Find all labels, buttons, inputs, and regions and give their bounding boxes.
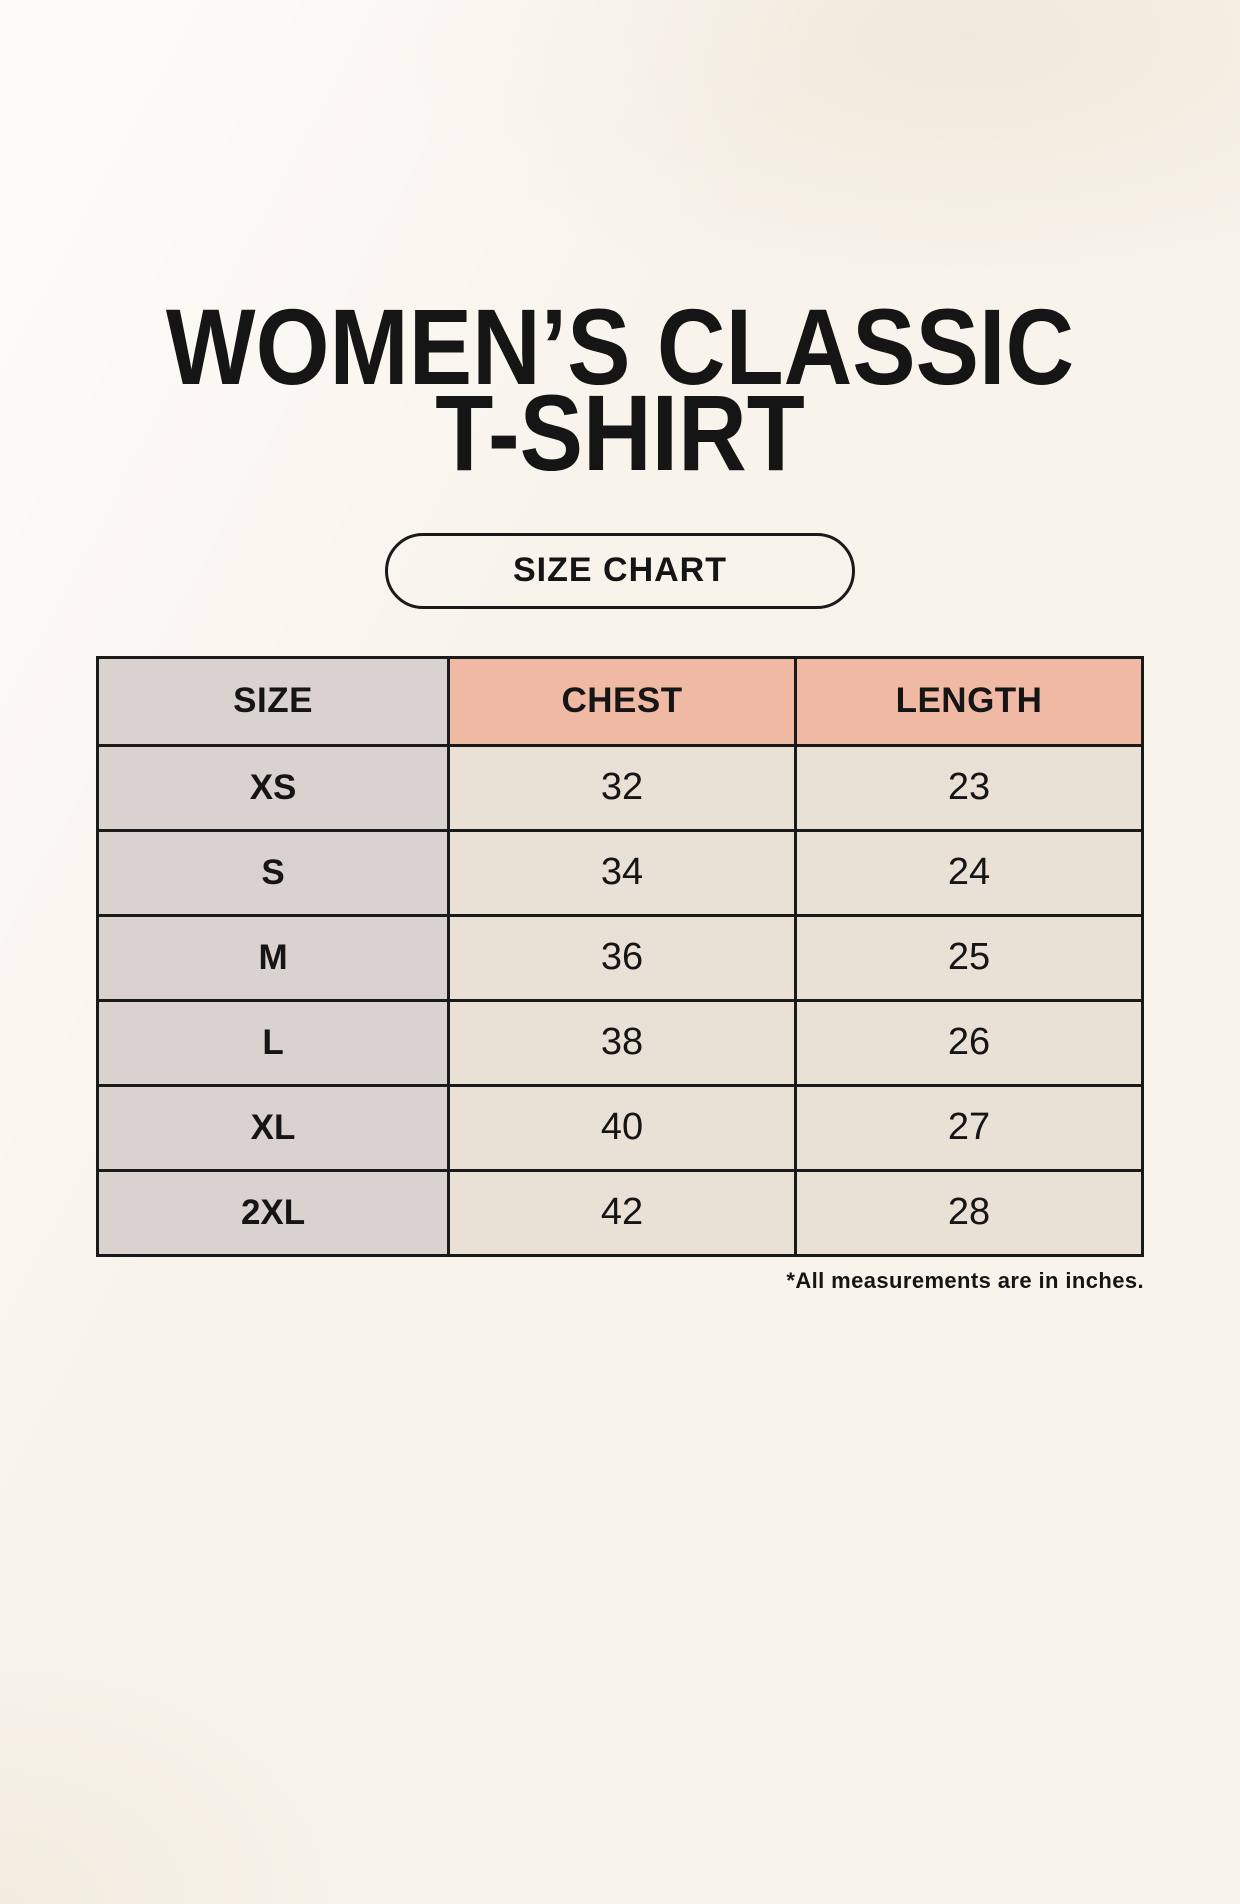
size-cell: S bbox=[98, 830, 449, 915]
size-cell: L bbox=[98, 1000, 449, 1085]
column-header-size: SIZE bbox=[98, 657, 449, 745]
page-title bbox=[74, 286, 1165, 494]
size-chart-page bbox=[0, 286, 1240, 1294]
length-value-cell: 25 bbox=[796, 915, 1143, 1000]
chest-value-cell: 32 bbox=[449, 745, 796, 830]
size-chart-badge-label: SIZE CHART bbox=[513, 551, 727, 590]
size-table-container bbox=[96, 656, 1144, 1294]
table-row bbox=[98, 915, 1143, 1000]
table-row bbox=[98, 1170, 1143, 1255]
size-cell: M bbox=[98, 915, 449, 1000]
table-header-row bbox=[98, 657, 1143, 745]
size-cell: 2XL bbox=[98, 1170, 449, 1255]
page-title-line-2: T-SHIRT bbox=[435, 372, 805, 494]
size-cell: XS bbox=[98, 745, 449, 830]
table-row bbox=[98, 1000, 1143, 1085]
size-table bbox=[96, 656, 1144, 1257]
table-row bbox=[98, 745, 1143, 830]
size-cell: XL bbox=[98, 1085, 449, 1170]
length-value-cell: 23 bbox=[796, 745, 1143, 830]
table-row bbox=[98, 830, 1143, 915]
chest-value-cell: 40 bbox=[449, 1085, 796, 1170]
chest-value-cell: 38 bbox=[449, 1000, 796, 1085]
length-value-cell: 26 bbox=[796, 1000, 1143, 1085]
chest-value-cell: 36 bbox=[449, 915, 796, 1000]
column-header-chest: CHEST bbox=[449, 657, 796, 745]
footnote: *All measurements are in inches. bbox=[786, 1267, 1144, 1293]
length-value-cell: 24 bbox=[796, 830, 1143, 915]
length-value-cell: 27 bbox=[796, 1085, 1143, 1170]
size-chart-badge bbox=[385, 533, 855, 609]
length-value-cell: 28 bbox=[796, 1170, 1143, 1255]
column-header-length: LENGTH bbox=[796, 657, 1143, 745]
chest-value-cell: 34 bbox=[449, 830, 796, 915]
table-row bbox=[98, 1085, 1143, 1170]
chest-value-cell: 42 bbox=[449, 1170, 796, 1255]
page-title-line-1: WOMEN’S CLASSIC bbox=[165, 286, 1075, 407]
